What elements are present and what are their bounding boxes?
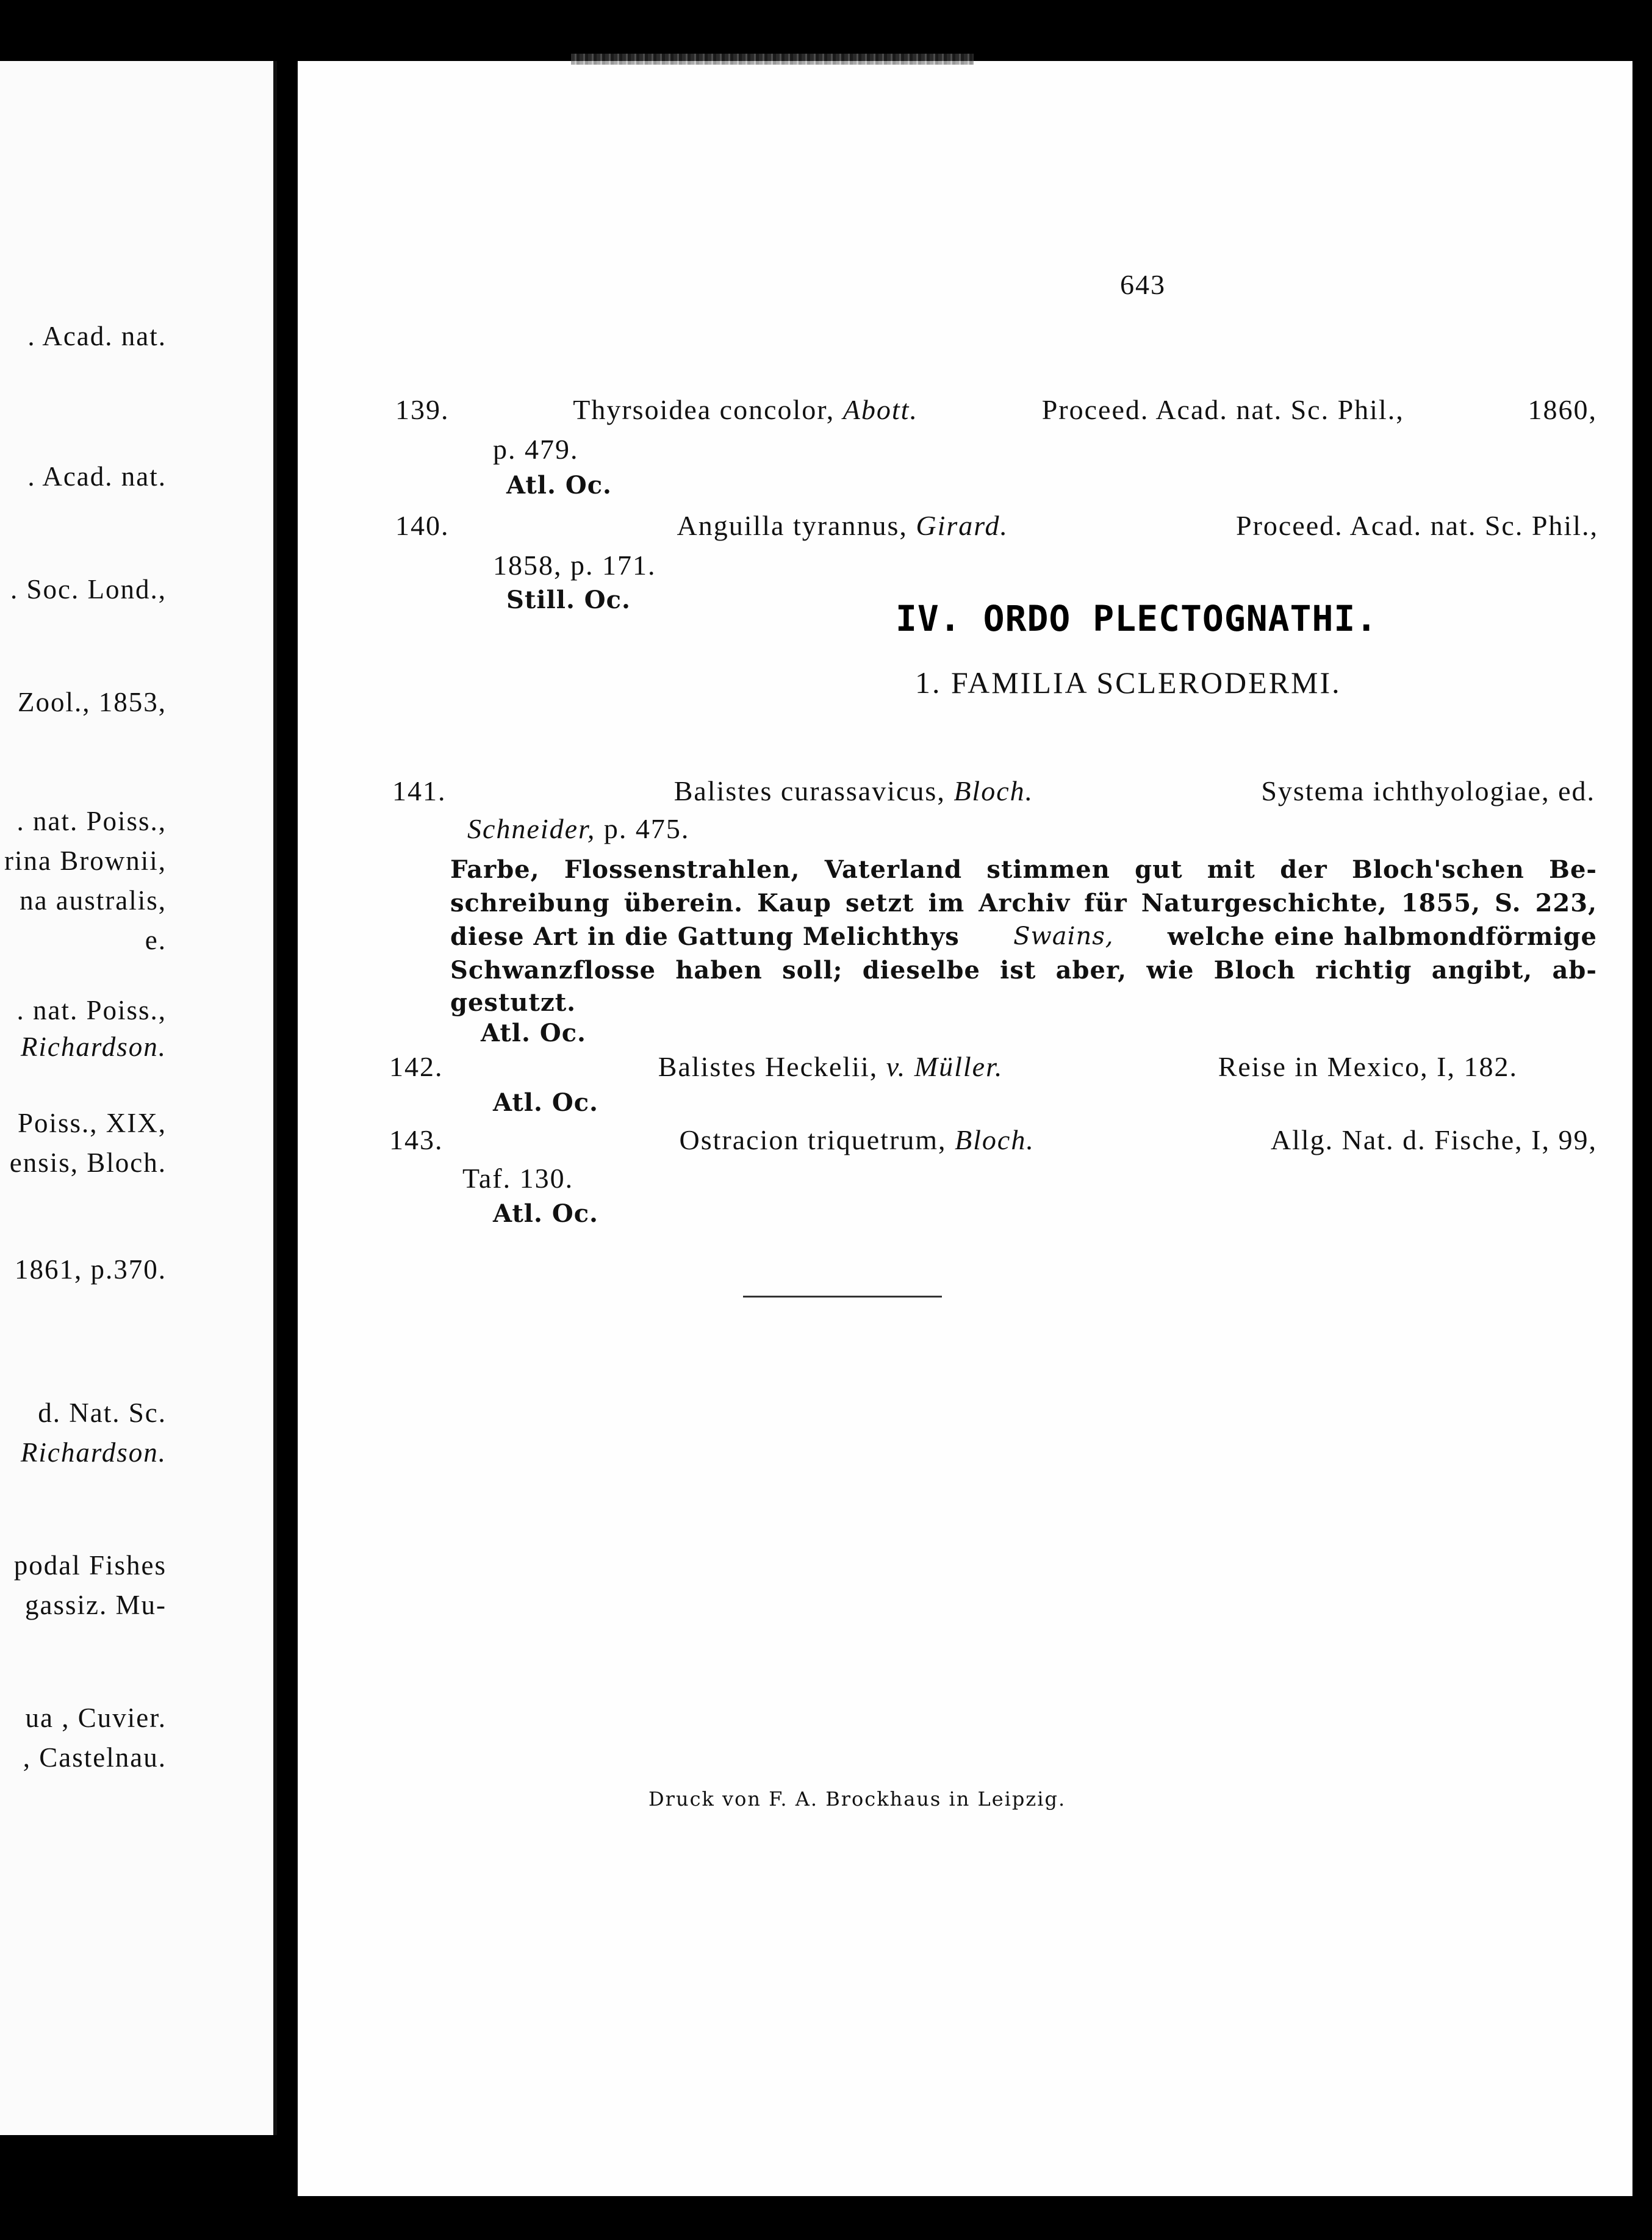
reference: Proceed. Acad. nat. Sc. Phil., <box>1235 510 1598 541</box>
entry-140 <box>395 509 1598 542</box>
left-line: Richardson. <box>20 1032 167 1062</box>
page-number: 643 <box>1120 269 1166 300</box>
entry-141-region: Atl. Oc. <box>481 1019 586 1047</box>
species-name: Anguilla tyrannus, <box>677 510 908 541</box>
left-line: ua , Cuvier. <box>25 1703 167 1733</box>
note-line-4: Schwanzflosse haben soll; dieselbe ist aber, wie Bloch richtig angibt, ab- <box>450 956 1597 985</box>
species-author: Bloch. <box>953 775 1034 806</box>
reference: Reise in Mexico, I, 182. <box>1218 1051 1518 1082</box>
editor-name: Schneider, <box>467 813 596 844</box>
entry-143 <box>389 1124 1597 1156</box>
entry-142 <box>389 1050 1518 1083</box>
note-author: Swains, <box>1013 922 1114 950</box>
species-name: Balistes curassavicus, <box>673 775 946 806</box>
entry-140-region: Still. Oc. <box>506 586 631 614</box>
note-line-1: Farbe, Flossenstrahlen, Vaterland stimmen gut mit der Bloch'schen Be- <box>450 855 1597 884</box>
entry-number: 143. <box>389 1124 444 1155</box>
left-line: Poiss., XIX, <box>17 1108 167 1138</box>
entry-number: 140. <box>395 510 450 541</box>
note-line-5: gestutzt. <box>450 988 576 1017</box>
scan-shadow-left <box>277 61 298 2135</box>
species-name: Ostracion triquetrum, <box>679 1124 947 1155</box>
left-line: d. Nat. Sc. <box>38 1398 167 1428</box>
species-name: Thyrsoidea concolor, <box>573 394 835 425</box>
entry-number: 142. <box>389 1051 444 1082</box>
entry-143-cont: Taf. 130. <box>462 1163 574 1194</box>
reference: Proceed. Acad. nat. Sc. Phil., <box>1041 394 1404 425</box>
entry-141-cont <box>467 813 689 845</box>
page <box>298 61 1632 2196</box>
left-line: . Acad. nat. <box>27 321 167 351</box>
left-line: . nat. Poiss., <box>16 995 167 1025</box>
entry-number: 141. <box>392 775 447 806</box>
left-line: Richardson. <box>20 1437 167 1468</box>
entry-142-region: Atl. Oc. <box>493 1088 598 1117</box>
left-line: na australis, <box>20 885 167 916</box>
left-line: . nat. Poiss., <box>16 806 167 836</box>
species-author: Bloch. <box>955 1124 1035 1155</box>
entry-139-cont: p. 479. <box>493 434 579 465</box>
left-page-fragment <box>0 61 273 2135</box>
left-line: Zool., 1853, <box>18 687 167 717</box>
left-line: rina Brownii, <box>4 845 167 876</box>
reference: Allg. Nat. d. Fische, I, 99, <box>1270 1124 1597 1155</box>
left-line: , Castelnau. <box>23 1742 167 1773</box>
left-line: gassiz. Mu- <box>25 1590 167 1620</box>
note-line-3: diese Art in die Gattung Melichthys Swains, welche eine halbmondförmige <box>450 922 1597 951</box>
species-author: Abott. <box>842 394 918 425</box>
species-author: v. Müller. <box>886 1051 1004 1082</box>
printer-imprint: Druck von F. A. Brockhaus in Leipzig. <box>648 1787 1066 1811</box>
left-line: 1861, p.370. <box>15 1254 167 1285</box>
section-rule <box>743 1296 942 1298</box>
order-heading: IV. ORDO PLECTOGNATHI. <box>896 598 1378 639</box>
species-author: Girard. <box>916 510 1008 541</box>
reference-page: p. 475. <box>603 813 690 844</box>
left-line: . Acad. nat. <box>27 461 167 492</box>
entry-140-cont: 1858, p. 171. <box>493 550 656 581</box>
family-heading: 1. FAMILIA SCLERODERMI. <box>915 666 1341 700</box>
left-line: . Soc. Lond., <box>10 574 167 605</box>
entry-141 <box>392 775 1595 807</box>
left-line: podal Fishes <box>13 1550 167 1581</box>
entry-number: 139. <box>395 394 450 425</box>
entry-139 <box>395 393 1597 426</box>
note-line-2: schreibung überein. Kaup setzt im Archiv für Naturgeschichte, 1855, S. 223, <box>450 889 1597 917</box>
species-name: Balistes Heckelii, <box>658 1051 878 1082</box>
reference: Systema ichthyologiae, ed. <box>1261 775 1595 806</box>
left-line: ensis, Bloch. <box>9 1147 167 1178</box>
scan-edge-noise <box>571 54 974 65</box>
left-line: e. <box>145 925 167 955</box>
reference-year: 1860, <box>1528 394 1597 425</box>
entry-143-region: Atl. Oc. <box>493 1199 598 1228</box>
entry-139-region: Atl. Oc. <box>506 471 612 500</box>
